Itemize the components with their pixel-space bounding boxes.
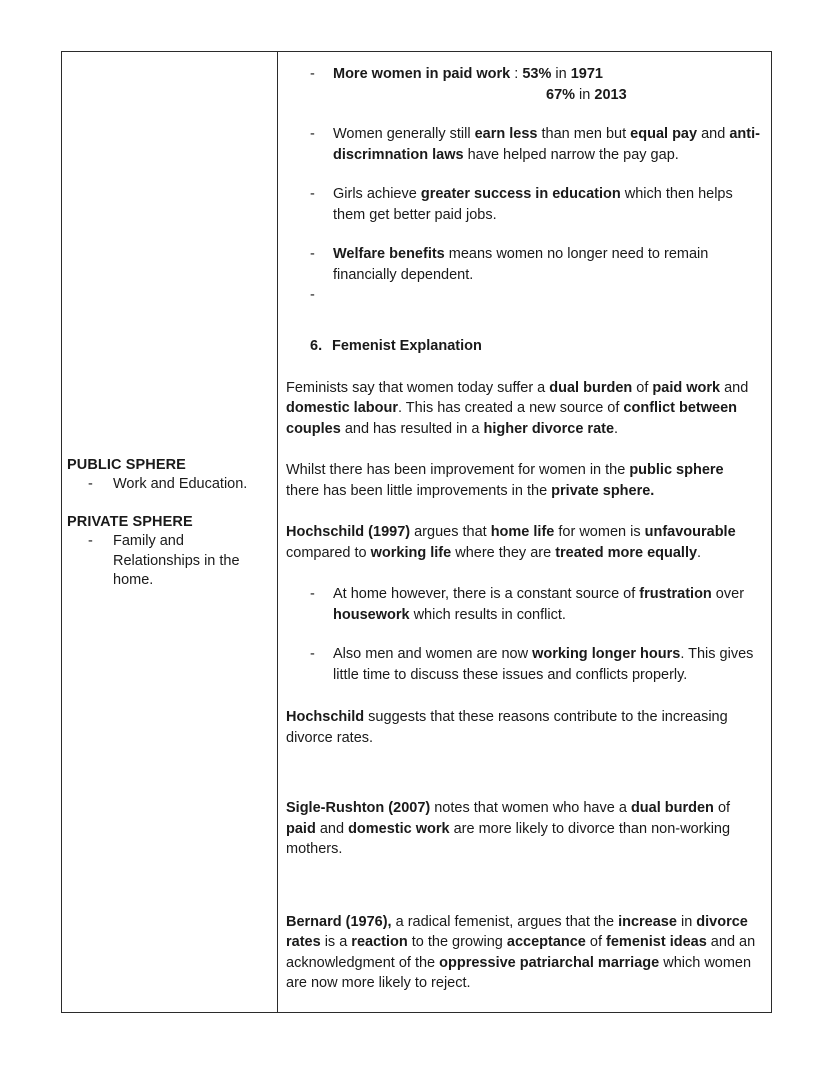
list-item-frustration-housework — [286, 584, 760, 625]
public-sphere-list — [67, 475, 273, 495]
list-item-paid-work — [286, 64, 760, 105]
stat-1971-year: 1971 — [570, 66, 603, 82]
paid-work-separator: : — [510, 66, 523, 82]
list-item-label — [333, 285, 760, 306]
list-item-education-success — [286, 184, 760, 225]
private-sphere-title: PRIVATE SPHERE — [67, 514, 193, 530]
public-sphere-block — [67, 456, 273, 495]
paragraph-public-private-sphere: Whilst there has been improvement for women in the public sphere there has been little improvements in the private sphere. — [286, 462, 724, 499]
list-item-label: Welfare benefits means women no longer need to remain financially dependent. — [333, 246, 709, 283]
dash-bullet-icon: - — [310, 287, 315, 303]
list-item-label: Work and Education. — [113, 476, 248, 492]
paragraph-bernard-1976: Bernard (1976), a radical femenist, argues that the increase in divorce rates is a reaction to the growing acceptance of femenist ideas and an acknowledgment of the oppressive patriarchal marriage which women are now more likely to reject. — [286, 913, 756, 991]
public-sphere-title: PUBLIC SPHERE — [67, 457, 186, 473]
hochschild-sub-bullet-list — [286, 584, 760, 685]
table-cell-right-notes — [278, 52, 771, 1012]
stat-1971-value: 53% — [522, 66, 552, 82]
dash-bullet-icon: - — [310, 246, 315, 262]
list-item-welfare-benefits — [286, 244, 760, 285]
paragraph-hochschild-divorce: Hochschild suggests that these reasons contribute to the increasing divorce rates. — [286, 709, 728, 746]
dash-bullet-icon: - — [88, 476, 93, 492]
list-item-label: Also men and women are now working longer hours. This gives little time to discuss these issues and conflicts properly. — [333, 646, 754, 683]
list-item-label — [333, 64, 760, 105]
dash-bullet-icon: - — [310, 646, 315, 662]
stat-2013-value: 67% — [546, 86, 576, 103]
paid-work-second-line — [333, 85, 760, 106]
paragraph-sigle-rushton-2007: Sigle-Rushton (2007) notes that women who have a dual burden of paid and domestic work are more likely to divorce than non-working mothers. — [286, 800, 731, 857]
dash-bullet-icon: - — [310, 126, 315, 142]
private-sphere-list — [67, 532, 273, 591]
list-item-earn-less — [286, 124, 760, 165]
list-item-label: Family and Relationships in the home. — [113, 533, 240, 588]
list-item — [67, 532, 273, 591]
list-item-label: At home however, there is a constant source of frustration over housework which results in conflict. — [333, 586, 745, 623]
notes-table — [61, 51, 772, 1013]
dash-bullet-icon: - — [310, 66, 315, 82]
list-item-working-longer-hours — [286, 644, 760, 685]
list-item-label: Women generally still earn less than men but equal pay and anti-discrimnation laws have helped narrow the pay gap. — [333, 126, 760, 163]
stat-2013-connector: in — [575, 86, 595, 103]
stat-1971-connector: in — [551, 66, 571, 82]
section-title: Femenist Explanation — [332, 337, 482, 354]
list-item — [67, 475, 273, 495]
list-item-label: Girls achieve greater success in education which then helps them get better paid jobs. — [333, 186, 733, 223]
dash-bullet-icon: - — [310, 186, 315, 202]
top-bullet-list — [286, 64, 760, 306]
table-cell-left-sphere-definitions — [62, 52, 278, 1012]
paragraph-hochschild-1997: Hochschild (1997) argues that home life for women is unfavourable compared to working life where they are treated more equally. — [286, 524, 736, 561]
private-sphere-block — [67, 513, 273, 591]
paragraph-dual-burden: Feminists say that women today suffer a dual burden of paid work and domestic labour. This has created a new source of conflict between couples and has resulted in a higher divorce rate. — [286, 379, 749, 437]
list-item-empty — [286, 285, 760, 306]
section-heading-femenist-explanation — [286, 336, 760, 356]
dash-bullet-icon: - — [310, 586, 315, 602]
stat-2013-year: 2013 — [594, 86, 627, 103]
paid-work-lead: More women in paid work — [333, 66, 511, 82]
dash-bullet-icon: - — [88, 533, 93, 549]
section-number: 6. — [310, 337, 323, 354]
